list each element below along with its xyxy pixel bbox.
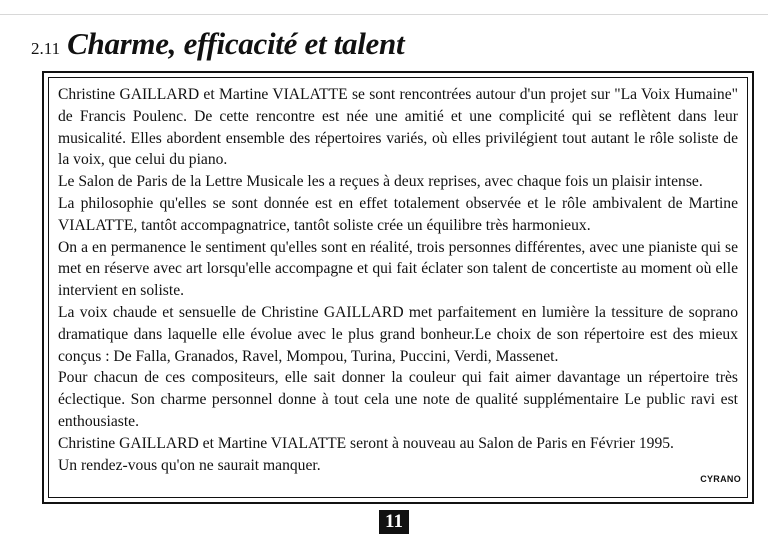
article-paragraph: La voix chaude et sensuelle de Christine GAILLARD met parfaitement en lumière la tessiture de soprano dramatique dans laquelle elle évolue avec le plus grand bonheur.Le choix de son répertoire est des mieux conçus : De Falla, Granados, Ravel, Mompou, Turina, Puccini, Verdi, Massenet. [58, 303, 738, 365]
page-top-edge [0, 0, 768, 15]
article-paragraph: Un rendez-vous qu'on ne saurait manquer. [58, 456, 321, 474]
article-paragraph: Le Salon de Paris de la Lettre Musicale les a reçues à deux reprises, avec chaque fois un plaisir intense. [58, 173, 703, 191]
article-paragraph: On a en permanence le sentiment qu'elles sont en réalité, trois personnes différentes, avec une pianiste qui se met en réserve avec art lorsqu'elle accompagne et qui fait éclater son talent de concertiste au moment où elle intervient en soliste. [58, 238, 738, 300]
article-paragraph: Pour chacun de ces compositeurs, elle sait donner la couleur qui fait aimer davantage un répertoire très éclectique. Son charme personnel donne à tout cela une note de qualité supplémentaire Le public ravi est enthousiaste. [58, 369, 738, 430]
article-paragraph: Christine GAILLARD et Martine VIALATTE seront à nouveau au Salon de Paris en Février 1995. [58, 434, 674, 452]
section-heading [31, 26, 404, 66]
article-body [58, 84, 738, 476]
page-title: Charme, efficacité et talent [67, 26, 405, 61]
author-signature: CYRANO [700, 474, 741, 484]
article-paragraph: La philosophie qu'elles se sont donnée est en effet totalement observée et le rôle ambivalent de Martine VIALATTE, tantôt accompagnatrice, tantôt soliste crée un équilibre très harmonieux. [58, 194, 738, 234]
article-paragraph: Christine GAILLARD et Martine VIALATTE se sont rencontrées autour d'un projet sur "La Voix Humaine" de Francis Poulenc. De cette rencontre est née une amitié et une complicité qui se reflètent dans leur musicalité. Elles abordent ensemble des répertoires variés, où elles privilégient tout autant le rôle soliste de la voix, que celui du piano. [58, 86, 738, 169]
section-number: 2.11 [31, 39, 61, 58]
page-number: 11 [379, 510, 409, 534]
